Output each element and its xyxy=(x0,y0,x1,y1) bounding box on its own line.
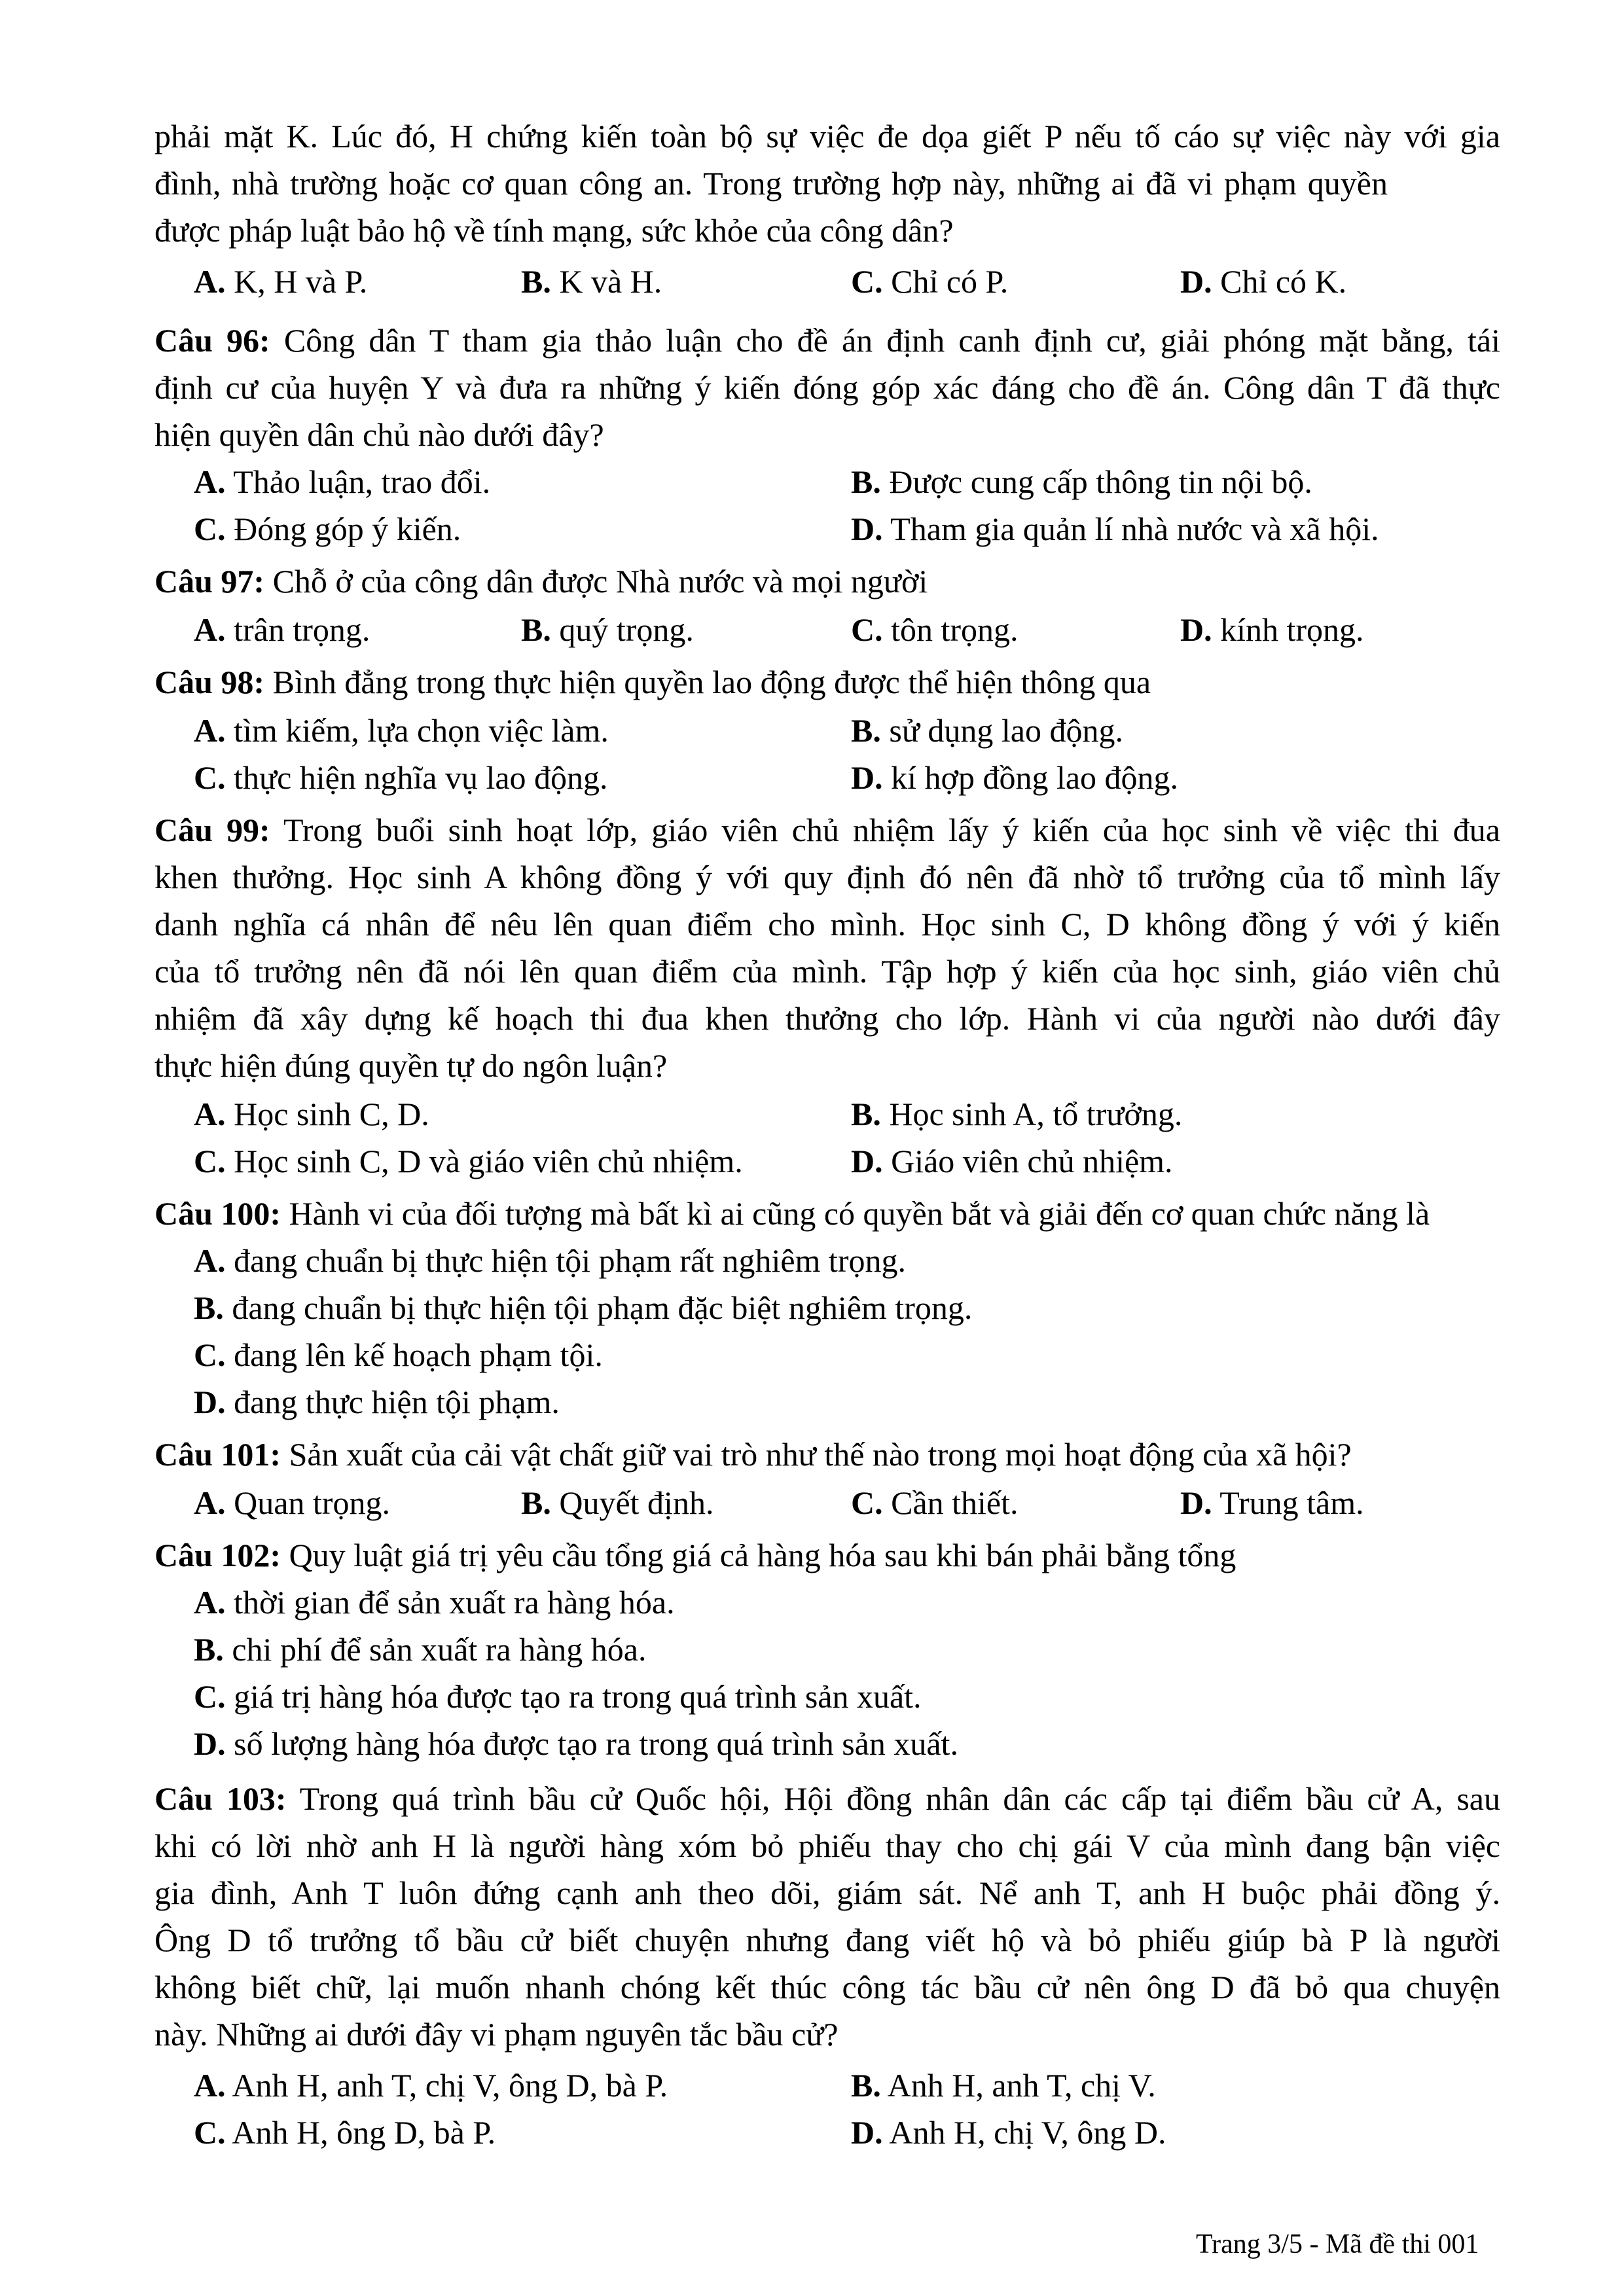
option-label: A. xyxy=(194,263,226,300)
question-text-line: phải mặt K. Lúc đó, H chứng kiến toàn bộ sự việc đe dọa giết P nếu tố cáo sự việc này với gia xyxy=(154,118,1500,154)
option-text: thời gian để sản xuất ra hàng hóa. xyxy=(234,1584,675,1621)
option-b xyxy=(851,707,1123,754)
option-a xyxy=(194,258,367,305)
question-text-line: thực hiện đúng quyền tự do ngôn luận? xyxy=(154,1047,668,1084)
option-c xyxy=(194,1138,743,1185)
option-c xyxy=(851,606,1019,653)
question-text-line: Ông D tổ trưởng tổ bầu cử biết chuyện nhưng đang viết hộ và bỏ phiếu giúp bà P là người xyxy=(154,1922,1500,1958)
option-b xyxy=(851,1090,1182,1138)
question-text: Sản xuất của cải vật chất giữ vai trò như thế nào trong mọi hoạt động của xã hội? xyxy=(289,1436,1352,1473)
option-a xyxy=(194,1479,390,1526)
option-text: đang lên kế hoạch phạm tội. xyxy=(234,1336,603,1373)
question-text-line: được pháp luật bảo hộ về tính mạng, sức khỏe của công dân? xyxy=(154,212,954,249)
option-text: Giáo viên chủ nhiệm. xyxy=(891,1143,1173,1179)
option-text: giá trị hàng hóa được tạo ra trong quá trình sản xuất. xyxy=(234,1678,922,1715)
question-text-line: danh nghĩa cá nhân để nêu lên quan điểm cho mình. Học sinh C, D không đồng ý với ý kiến xyxy=(154,906,1500,942)
option-label: C. xyxy=(194,1678,226,1715)
option-label: B. xyxy=(194,1631,224,1668)
option-b xyxy=(521,1479,713,1526)
page-footer: Trang 3/5 - Mã đề thi 001 xyxy=(1196,2229,1479,2259)
question-text: Chỗ ở của công dân được Nhà nước và mọi người xyxy=(272,563,928,600)
option-text: tìm kiếm, lựa chọn việc làm. xyxy=(234,712,609,749)
option-a xyxy=(194,1237,906,1284)
option-b xyxy=(851,458,1312,505)
question-text: Quy luật giá trị yêu cầu tổng giá cả hàng hóa sau khi bán phải bằng tổng xyxy=(289,1537,1236,1573)
option-label: C. xyxy=(194,2114,226,2151)
option-d xyxy=(851,1138,1173,1185)
question-text: Công dân T tham gia thảo luận cho đề án định canh định cư, giải phóng mặt bằng, tái xyxy=(283,322,1500,359)
option-label: B. xyxy=(194,1289,224,1326)
option-d xyxy=(851,2109,1166,2156)
option-b xyxy=(521,258,662,305)
option-a xyxy=(194,1579,675,1626)
question-text-line: hiện quyền dân chủ nào dưới đây? xyxy=(154,416,604,453)
option-text: Anh H, ông D, bà P. xyxy=(232,2114,496,2151)
question-text-line: khi có lời nhờ anh H là người hàng xóm bỏ phiếu thay cho chị gái V của mình đang bận việc xyxy=(154,1827,1500,1864)
option-label: C. xyxy=(194,1336,226,1373)
option-c xyxy=(851,1479,1019,1526)
question-text-line: này. Những ai dưới đây vi phạm nguyên tắc bầu cử? xyxy=(154,2016,839,2053)
question-label: Câu 97: xyxy=(154,563,265,600)
option-label: D. xyxy=(1180,1484,1212,1521)
question-text-line: nhiệm đã xây dựng kế hoạch thi đua khen thưởng cho lớp. Hành vi của người nào dưới đây xyxy=(154,1000,1500,1037)
option-text: Học sinh C, D và giáo viên chủ nhiệm. xyxy=(234,1143,743,1179)
option-label: B. xyxy=(851,463,881,500)
option-label: D. xyxy=(851,759,883,796)
option-label: D. xyxy=(851,2114,883,2151)
option-text: đang chuẩn bị thực hiện tội phạm đặc biệt nghiêm trọng. xyxy=(232,1289,973,1326)
question-label: Câu 96: xyxy=(154,322,270,359)
option-text: Tham gia quản lí nhà nước và xã hội. xyxy=(890,511,1379,547)
question-100 xyxy=(154,1190,1430,1237)
option-text: đang thực hiện tội phạm. xyxy=(234,1384,560,1420)
option-a xyxy=(194,707,609,754)
option-d xyxy=(1180,606,1364,653)
option-text: Chỉ có K. xyxy=(1220,263,1347,300)
option-text: Anh H, anh T, chị V, ông D, bà P. xyxy=(232,2067,668,2104)
option-c xyxy=(194,505,461,552)
option-text: Quyết định. xyxy=(559,1484,714,1521)
option-label: D. xyxy=(1180,611,1212,648)
option-text: đang chuẩn bị thực hiện tội phạm rất nghiêm trọng. xyxy=(234,1242,906,1279)
option-label: B. xyxy=(851,712,881,749)
question-102 xyxy=(154,1532,1236,1579)
option-a xyxy=(194,1090,429,1138)
option-text: Thảo luận, trao đổi. xyxy=(233,463,491,500)
option-text: Trung tâm. xyxy=(1219,1484,1364,1521)
option-c xyxy=(194,1673,922,1720)
question-text: Bình đẳng trong thực hiện quyền lao động được thể hiện thông qua xyxy=(272,664,1151,700)
question-text-line: đình, nhà trường hoặc cơ quan công an. Trong trường hợp này, những ai đã vi phạm quyền xyxy=(154,165,1388,202)
option-label: D. xyxy=(851,1143,883,1179)
option-text: Được cung cấp thông tin nội bộ. xyxy=(889,463,1312,500)
option-label: A. xyxy=(194,1242,226,1279)
option-text: kí hợp đồng lao động. xyxy=(891,759,1179,796)
question-label: Câu 98: xyxy=(154,664,265,700)
option-a xyxy=(194,458,490,505)
option-text: K và H. xyxy=(559,263,662,300)
option-a xyxy=(194,2062,668,2109)
option-label: A. xyxy=(194,2067,226,2104)
question-label: Câu 103: xyxy=(154,1780,287,1817)
question-text-line: của tổ trưởng nên đã nói lên quan điểm của mình. Tập hợp ý kiến của học sinh, giáo viên chủ xyxy=(154,953,1500,990)
question-text-line: định cư của huyện Y và đưa ra những ý kiến đóng góp xác đáng cho đề án. Công dân T đã thực xyxy=(154,369,1500,406)
option-d xyxy=(1180,1479,1364,1526)
option-text: trân trọng. xyxy=(234,611,370,648)
option-label: A. xyxy=(194,1096,226,1132)
option-label: B. xyxy=(521,611,551,648)
option-b xyxy=(851,2062,1156,2109)
option-text: Học sinh A, tổ trưởng. xyxy=(889,1096,1183,1132)
option-label: C. xyxy=(194,511,226,547)
question-97 xyxy=(154,558,928,605)
option-c xyxy=(194,754,608,801)
option-label: C. xyxy=(194,759,226,796)
question-text: Trong buổi sinh hoạt lớp, giáo viên chủ nhiệm lấy ý kiến của học sinh về việc thi đua xyxy=(283,812,1500,848)
question-103 xyxy=(154,1775,1500,1822)
option-c xyxy=(194,2109,496,2156)
option-d xyxy=(851,505,1379,552)
option-label: A. xyxy=(194,463,226,500)
option-label: A. xyxy=(194,611,226,648)
question-101 xyxy=(154,1431,1352,1478)
question-99 xyxy=(154,806,1500,853)
option-b xyxy=(194,1284,972,1331)
option-label: B. xyxy=(851,1096,881,1132)
option-b xyxy=(521,606,694,653)
question-label: Câu 101: xyxy=(154,1436,281,1473)
question-98 xyxy=(154,658,1151,706)
question-text-line: khen thưởng. Học sinh A không đồng ý với quy định đó nên đã nhờ tổ trưởng của tổ mình lấy xyxy=(154,859,1500,895)
option-text: Chỉ có P. xyxy=(891,263,1009,300)
option-text: Đóng góp ý kiến. xyxy=(234,511,461,547)
option-c xyxy=(851,258,1008,305)
option-text: Học sinh C, D. xyxy=(234,1096,429,1132)
question-text-line: gia đình, Anh T luôn đứng cạnh anh theo dõi, giám sát. Nể anh T, anh H buộc phải đồng ý. xyxy=(154,1874,1500,1911)
option-label: A. xyxy=(194,1484,226,1521)
option-label: C. xyxy=(194,1143,226,1179)
option-text: sử dụng lao động. xyxy=(889,712,1124,749)
option-label: B. xyxy=(521,1484,551,1521)
option-text: Cần thiết. xyxy=(891,1484,1019,1521)
option-text: Anh H, chị V, ông D. xyxy=(889,2114,1166,2151)
option-label: C. xyxy=(851,1484,883,1521)
option-text: K, H và P. xyxy=(234,263,368,300)
question-text-line: không biết chữ, lại muốn nhanh chóng kết thúc công tác bầu cử nên ông D đã bỏ qua chuyện xyxy=(154,1969,1500,2005)
option-a xyxy=(194,606,370,653)
option-text: Anh H, anh T, chị V. xyxy=(887,2067,1156,2104)
option-text: Quan trọng. xyxy=(234,1484,390,1521)
option-d xyxy=(851,754,1178,801)
option-text: số lượng hàng hóa được tạo ra trong quá trình sản xuất. xyxy=(234,1725,958,1762)
option-label: A. xyxy=(194,712,226,749)
question-label: Câu 99: xyxy=(154,812,270,848)
option-label: B. xyxy=(521,263,551,300)
option-text: quý trọng. xyxy=(559,611,694,648)
option-label: C. xyxy=(851,263,883,300)
question-text: Hành vi của đối tượng mà bất kì ai cũng có quyền bắt và giải đến cơ quan chức năng là xyxy=(289,1195,1430,1232)
question-text: Trong quá trình bầu cử Quốc hội, Hội đồng nhân dân các cấp tại điểm bầu cử A, sau xyxy=(299,1780,1500,1817)
option-label: A. xyxy=(194,1584,226,1621)
option-d xyxy=(194,1720,958,1767)
option-c xyxy=(194,1331,603,1378)
option-label: D. xyxy=(851,511,883,547)
question-label: Câu 100: xyxy=(154,1195,281,1232)
option-d xyxy=(1180,258,1346,305)
option-text: thực hiện nghĩa vụ lao động. xyxy=(234,759,608,796)
question-label: Câu 102: xyxy=(154,1537,281,1573)
option-label: D. xyxy=(194,1384,226,1420)
option-text: chi phí để sản xuất ra hàng hóa. xyxy=(232,1631,647,1668)
option-text: tôn trọng. xyxy=(891,611,1019,648)
option-d xyxy=(194,1378,560,1426)
option-text: kính trọng. xyxy=(1220,611,1364,648)
question-96 xyxy=(154,317,1500,364)
option-label: D. xyxy=(1180,263,1212,300)
option-b xyxy=(194,1626,647,1673)
option-label: D. xyxy=(194,1725,226,1762)
option-label: B. xyxy=(851,2067,881,2104)
option-label: C. xyxy=(851,611,883,648)
